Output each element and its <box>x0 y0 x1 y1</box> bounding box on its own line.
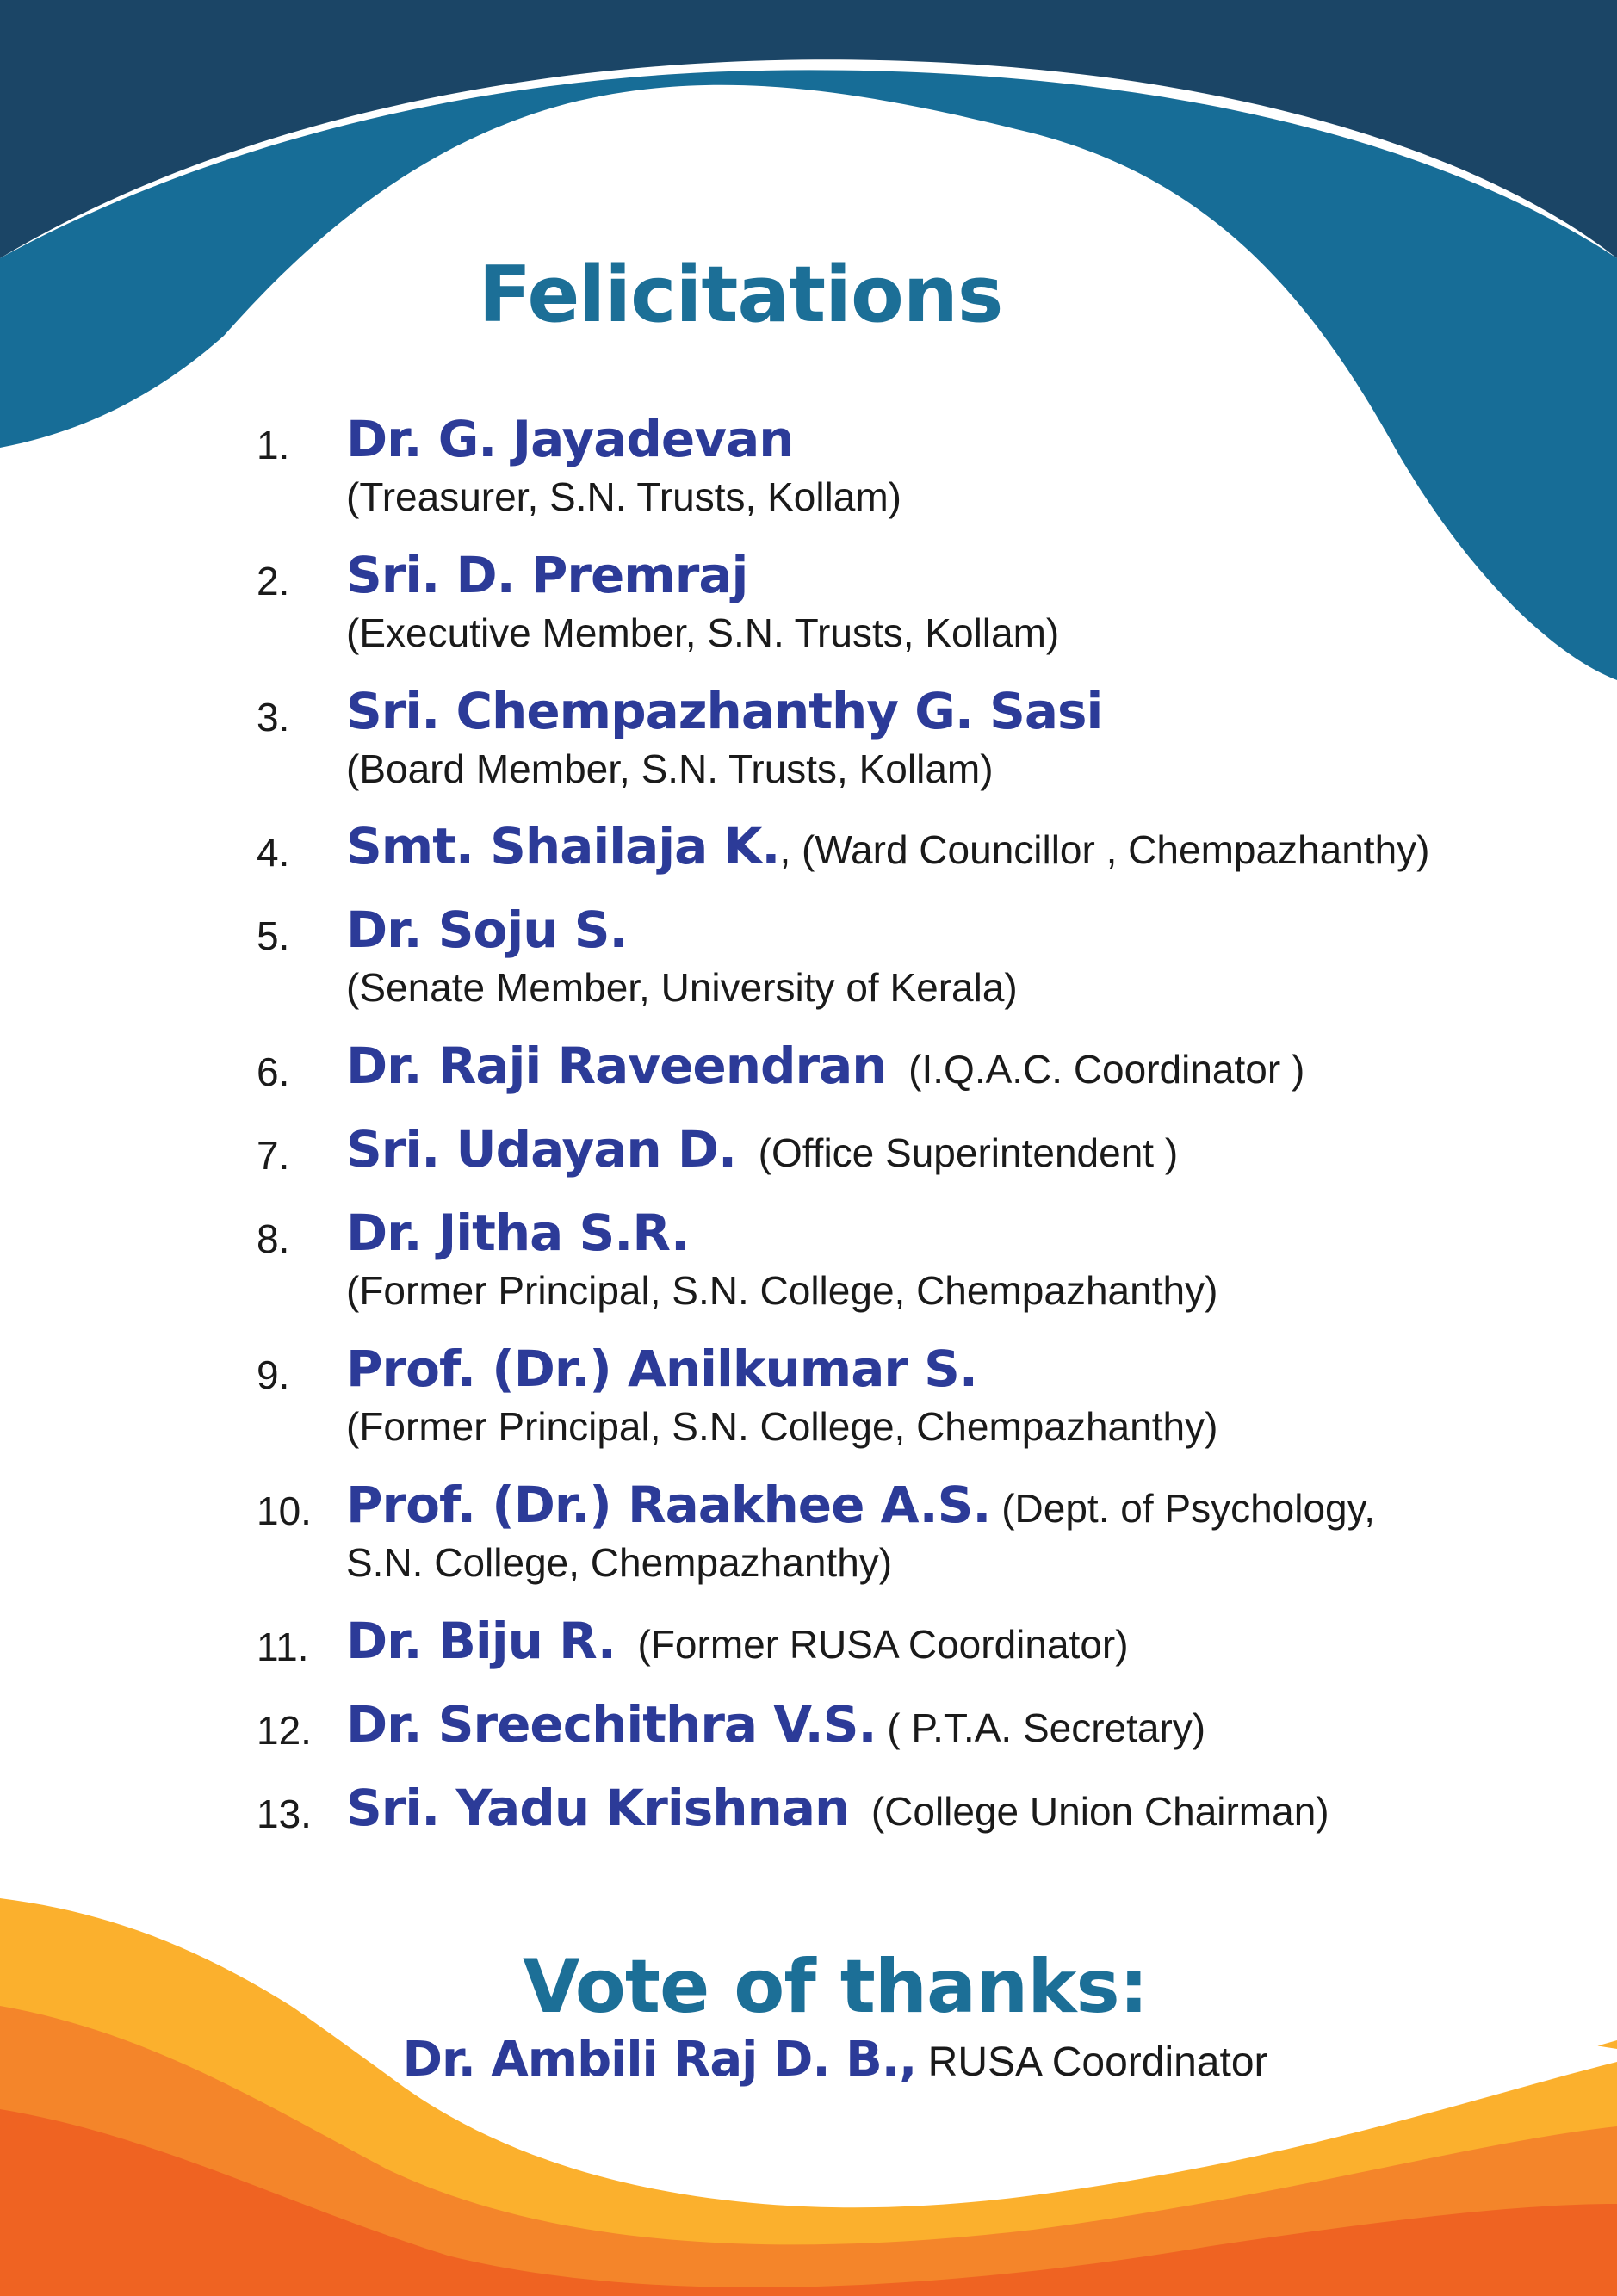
list-item-name-line <box>346 546 747 604</box>
person-role: (Former RUSA Coordinator) <box>637 1622 1129 1667</box>
item-number: 8. <box>257 1216 290 1261</box>
person-name: Dr. Biju R. <box>346 1612 616 1670</box>
person-role: (Treasurer, S.N. Trusts, Kollam) <box>346 474 901 519</box>
list-item-name-line <box>346 1476 1375 1534</box>
vote-of-thanks-role: RUSA Coordinator <box>916 2039 1268 2085</box>
person-name: Dr. Sreechithra V.S. <box>346 1695 877 1754</box>
person-name: Sri. Udayan D. <box>346 1120 737 1179</box>
person-role: (Office Superintendent ) <box>758 1130 1179 1175</box>
separator <box>849 1789 871 1834</box>
person-role: (Ward Councillor , Chempazhanthy) <box>802 827 1430 872</box>
person-name: Prof. (Dr.) Raakhee A.S. <box>346 1476 991 1534</box>
person-role: ( P.T.A. Secretary) <box>887 1705 1206 1750</box>
person-role: (Former Principal, S.N. College, Chempazhanthy) <box>346 1268 1218 1313</box>
person-name: Dr. Jitha S.R. <box>346 1204 690 1262</box>
item-number: 1. <box>257 423 290 467</box>
person-role: (Board Member, S.N. Trusts, Kollam) <box>346 746 994 791</box>
list-item-name-line <box>346 1037 1304 1095</box>
person-role: (Senate Member, University of Kerala) <box>346 965 1018 1010</box>
list-item-name-line <box>346 1612 1129 1670</box>
person-role-continued: S.N. College, Chempazhanthy) <box>346 1540 893 1585</box>
list-item-name-line <box>346 1340 977 1398</box>
item-number: 13. <box>257 1792 312 1836</box>
separator <box>990 1486 1001 1531</box>
person-name: Dr. G. Jayadevan <box>346 410 794 468</box>
separator <box>616 1622 638 1667</box>
item-number: 7. <box>257 1133 290 1178</box>
list-item-name-line <box>346 1779 1329 1837</box>
person-name: Dr. Soju S. <box>346 900 628 959</box>
item-number: 10. <box>257 1488 312 1533</box>
list-item-name-line <box>346 900 628 959</box>
separator <box>736 1130 759 1175</box>
item-number: 5. <box>257 913 290 958</box>
list-item-name-line <box>346 817 1429 876</box>
item-number: 3. <box>257 695 290 740</box>
person-name: Prof. (Dr.) Anilkumar S. <box>346 1340 977 1398</box>
person-role: (College Union Chairman) <box>870 1789 1329 1834</box>
vote-of-thanks-heading: Vote of thanks: <box>522 1944 1149 2030</box>
person-name: Dr. Raji Raveendran <box>346 1037 887 1095</box>
separator <box>877 1705 888 1750</box>
person-role: (Dept. of Psychology, <box>1001 1486 1376 1531</box>
person-name: Sri. Yadu Krishnan <box>346 1779 850 1837</box>
person-name: Smt. Shailaja K. <box>346 817 780 876</box>
item-number: 11. <box>257 1625 309 1669</box>
person-role: (Former Principal, S.N. College, Chempazhanthy) <box>346 1404 1218 1449</box>
item-number: 4. <box>257 830 290 875</box>
item-number: 9. <box>257 1352 290 1397</box>
item-number: 2. <box>257 559 290 603</box>
item-number: 12. <box>257 1708 312 1753</box>
separator: , <box>779 827 802 872</box>
person-name: Sri. D. Premraj <box>346 546 748 604</box>
vote-of-thanks-person: Dr. Ambili Raj D. B., <box>402 2032 917 2088</box>
person-role: (I.Q.A.C. Coordinator ) <box>908 1047 1305 1092</box>
list-item-name-line <box>346 1120 1178 1179</box>
list-item-name-line <box>346 1204 689 1262</box>
felicitations-heading: Felicitations <box>478 250 1003 340</box>
list-item-name-line <box>346 410 794 468</box>
list-item-name-line <box>346 682 1102 740</box>
separator <box>887 1047 909 1092</box>
list-item-name-line <box>346 1695 1205 1754</box>
vote-of-thanks-line <box>0 2032 1617 2088</box>
person-role: (Executive Member, S.N. Trusts, Kollam) <box>346 610 1060 655</box>
person-name: Sri. Chempazhanthy G. Sasi <box>346 682 1103 740</box>
item-number: 6. <box>257 1049 290 1094</box>
